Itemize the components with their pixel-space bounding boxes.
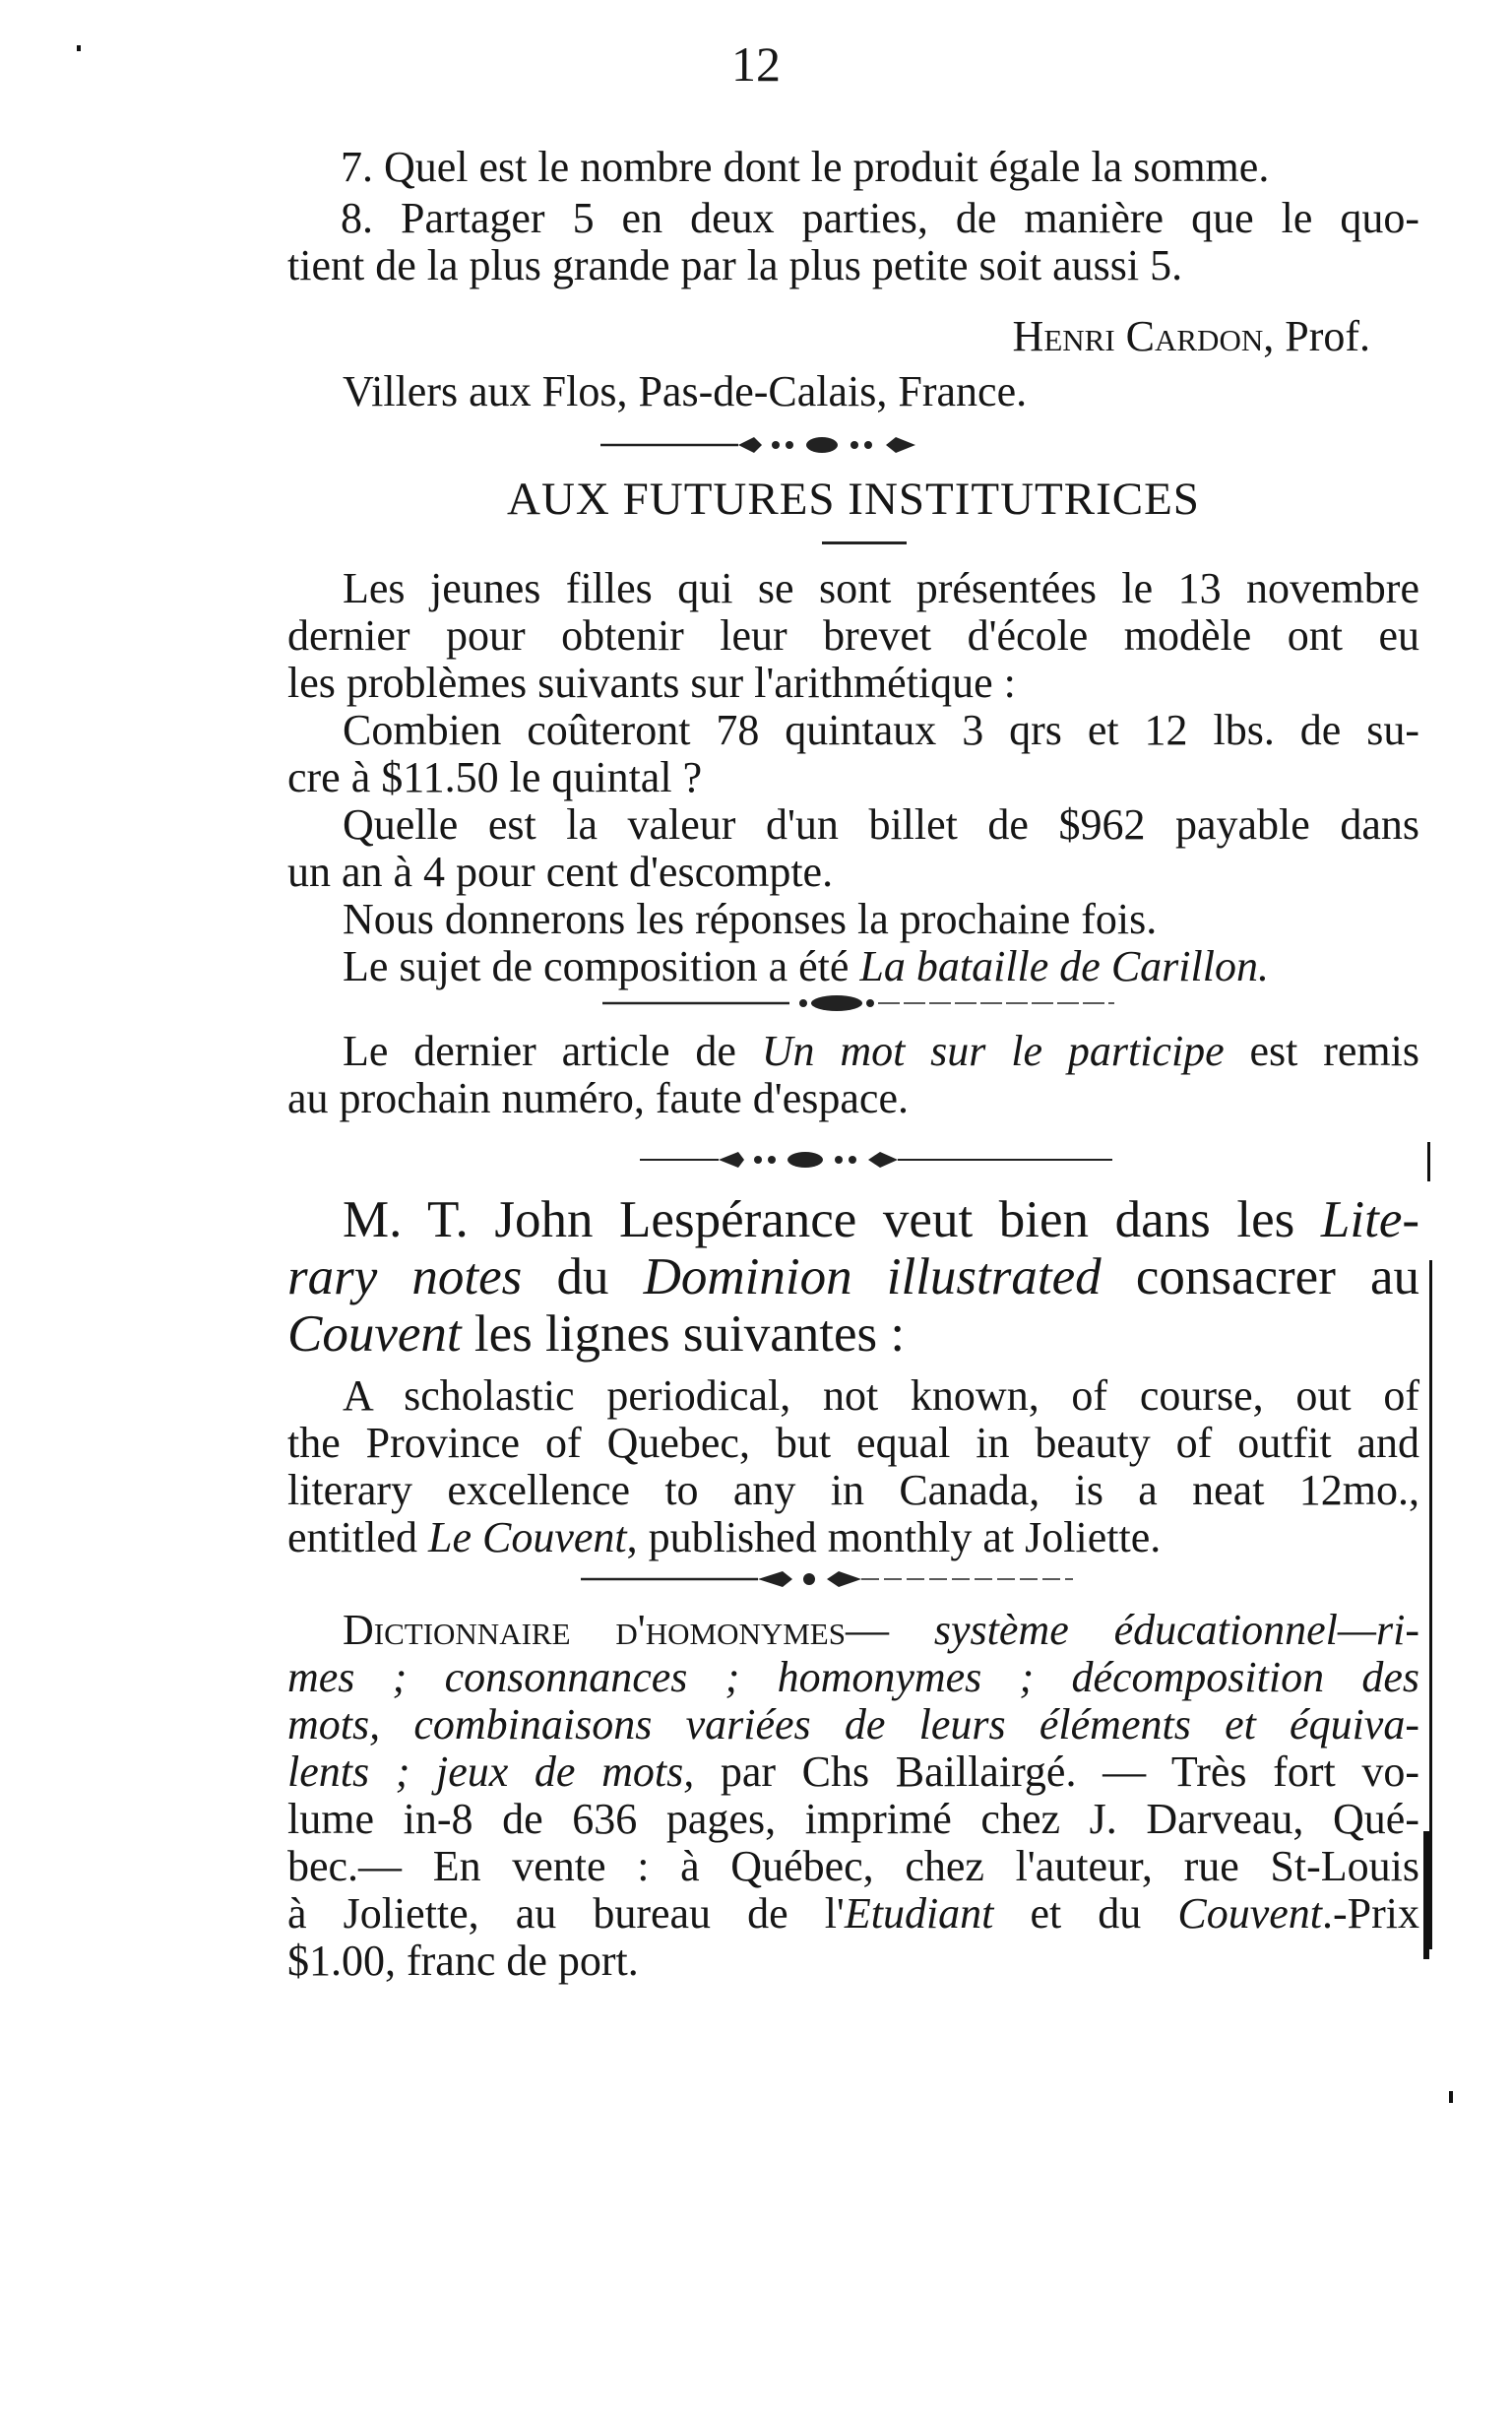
- body-line-5: cre à $11.50 le quintal ?: [287, 753, 703, 801]
- heading-underline: [822, 541, 907, 544]
- problem-8-continued: tient de la plus grande par la plus petite soit aussi 5.: [287, 241, 1183, 289]
- ornament-divider: [600, 433, 994, 457]
- ornament-divider-3: [640, 1148, 1112, 1172]
- lesperance-paragraph: M. T. John Lespérance veut bien dans les Lite- rary notes du Dominion illustrated consacrer au Couvent les lignes suivantes :: [287, 1191, 1420, 1363]
- dictionnaire-notice: Dictionnaire d'homonymes— système éducationnel—ri- mes ; consonnances ; homonymes ; décomposition des mots, combinaisons variées de leurs éléments et équiva- lents ; jeux de mots, par Chs Baillairgé. — Très fort vo- lume in-8 de 636 pages, imprimé chez J. Darveau, Qué- bec.— En vente : à Québec, chez l'auteur, rue St-Louis à Joliette, au bureau de l'Etudiant et du Couvent.-Prix $1.00, franc de port.: [287, 1606, 1420, 1985]
- page-number: 12: [731, 36, 781, 92]
- author-title: , Prof.: [1263, 312, 1370, 360]
- article-title: Un mot sur le participe: [761, 1027, 1225, 1075]
- ornament-icon: [581, 1567, 1073, 1591]
- ornament-divider-2: [602, 992, 1114, 1014]
- ornament-icon: [602, 992, 1114, 1014]
- ornament-icon: [640, 1148, 1112, 1172]
- ornament-icon: [600, 433, 994, 457]
- body-line-2: dernier pour obtenir leur brevet d'école modèle ont eu: [287, 611, 1419, 660]
- body-line-7: un an à 4 pour cent d'escompte.: [287, 848, 834, 896]
- english-quote: A scholastic periodical, not known, of course, out of the Province of Quebec, but equal in beauty of outfit and literary excellence to any in Canada, is a neat 12mo., entitled Le Couvent, published monthly at Joliette.: [287, 1371, 1419, 1561]
- signature-block: [287, 313, 1419, 415]
- problem-7: 7. Quel est le nombre dont le produit égale la somme.: [341, 143, 1270, 191]
- scan-margin-bar: [1423, 1831, 1429, 1959]
- problem-list: [341, 144, 1419, 242]
- scan-mark: [1427, 1142, 1430, 1181]
- book-title: Dictionnaire d'homonymes: [343, 1606, 846, 1654]
- scan-speck: [77, 45, 81, 51]
- body-line-3: les problèmes suivants sur l'arithmétique :: [287, 659, 1016, 707]
- section-heading-block: [287, 473, 1419, 526]
- journal-title: Dominion illustrated: [643, 1248, 1102, 1305]
- section-heading: AUX FUTURES INSTITUTRICES: [507, 474, 1200, 525]
- participe-note: Le dernier article de Un mot sur le participe est remis au prochain numéro, faute d'espace.: [287, 1027, 1419, 1122]
- section-body: [287, 565, 1419, 990]
- body-line-8: Nous donnerons les réponses la prochaine fois.: [343, 895, 1158, 943]
- scan-speck: [1449, 2091, 1453, 2103]
- body-line-1: Les jeunes filles qui se sont présentées le 13 novembre: [343, 564, 1419, 612]
- body-line-4: Combien coûteront 78 quintaux 3 qrs et 12 lbs. de su-: [343, 706, 1419, 754]
- author-place: Villers aux Flos, Pas-de-Calais, France.: [343, 367, 1028, 415]
- ornament-divider-4: [581, 1567, 1073, 1591]
- problem-8: 8. Partager 5 en deux parties, de manière que le quo-: [341, 194, 1419, 242]
- author-name: Henri Cardon: [1012, 312, 1264, 360]
- composition-title: La bataille de Carillon.: [859, 942, 1269, 990]
- body-line-6: Quelle est la valeur d'un billet de $962 payable dans: [343, 800, 1419, 849]
- scan-margin-line: [1429, 1260, 1432, 1949]
- composition-line: Le sujet de composition a été La bataille de Carillon.: [343, 942, 1269, 990]
